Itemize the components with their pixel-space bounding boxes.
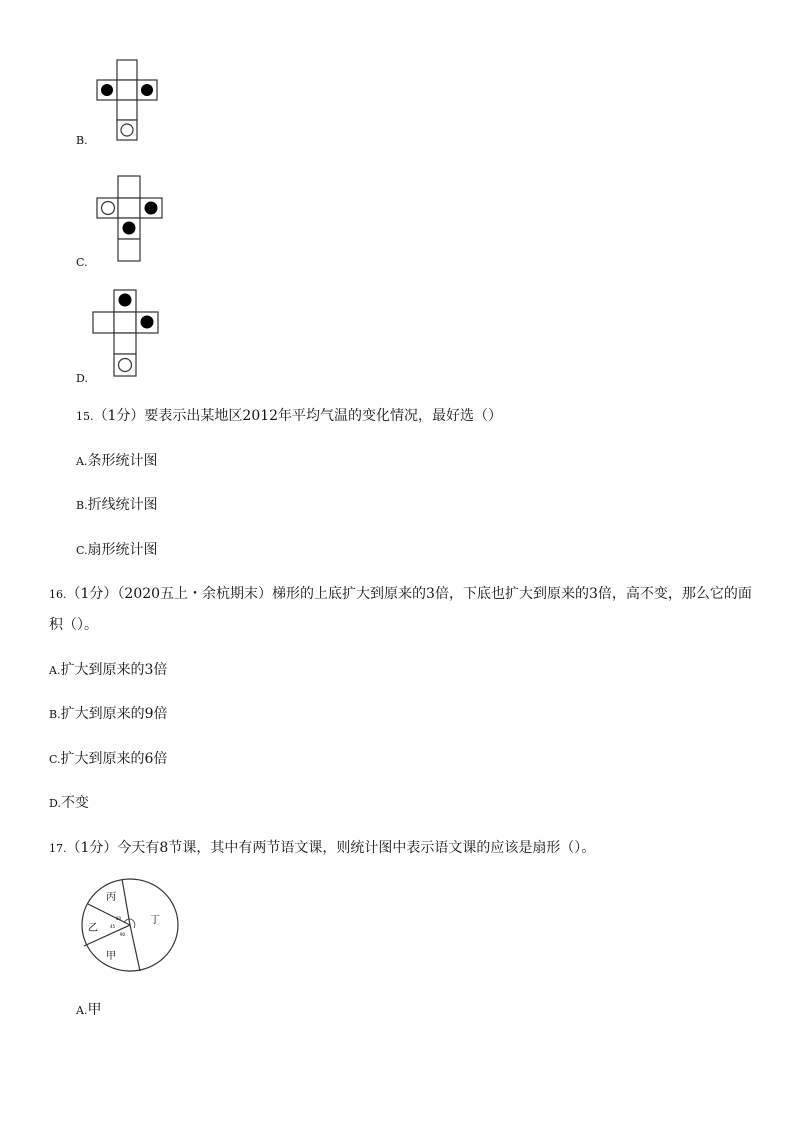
question-number: 17. [49,842,67,855]
option-d-label[interactable]: D. [76,372,88,385]
q16-option-c[interactable]: C.扩大到原来的6倍 [49,751,168,767]
q16-option-d[interactable]: D.不变 [49,795,89,811]
question-15 [76,406,502,427]
q16-option-b[interactable]: B.扩大到原来的9倍 [49,706,168,722]
q16-option-a[interactable]: A.扩大到原来的3倍 [49,662,168,678]
filled-dot-icon [141,84,153,96]
q15-option-c[interactable]: C.扇形统计图 [76,542,158,558]
q17-option-a[interactable]: A.甲 [76,1002,102,1018]
question-number: 15. [76,410,94,423]
net-c [97,176,162,261]
question-16 [49,584,752,605]
question-17 [49,838,595,859]
filled-dot-icon [123,222,136,235]
sector-pie-figure [80,878,180,974]
filled-dot-icon [101,84,113,96]
net-b [97,60,157,140]
hollow-dot-icon [121,124,133,136]
filled-dot-icon [145,202,158,215]
question-text: （1分）要表示出某地区2012年平均气温的变化情况，最好选（） [93,408,503,424]
q15-option-b[interactable]: B.折线统计图 [76,497,158,513]
option-c-label[interactable]: C. [76,256,88,269]
question-text: （1分）今天有8节课，其中有两节语文课，则统计图中表示语文课的应该是扇形（）。 [66,840,596,856]
hollow-dot-icon [119,359,132,372]
angle-label: 45 [110,924,116,929]
filled-dot-icon [119,294,132,307]
net-d [93,290,158,376]
question-number: 16. [49,588,67,601]
sector-label-yi: 乙 [88,923,98,934]
q15-option-a[interactable]: A.条形统计图 [76,453,158,469]
angle-label: 90 [120,932,126,937]
filled-dot-icon [141,316,154,329]
question-text-line1: （1分）（2020五上・余杭期末）梯形的上底扩大到原来的3倍，下底也扩大到原来的3倍，高不变，那么它的面 [66,586,752,602]
sector-label-ding: 丁 [150,915,160,926]
sector-label-bing: 丙 [106,892,116,903]
hollow-dot-icon [102,202,115,215]
sector-label-jia: 甲 [106,951,116,962]
question-16-line2: 积（）。 [49,617,98,633]
angle-label: 60 [116,916,122,921]
option-b-label[interactable]: B. [76,134,88,147]
